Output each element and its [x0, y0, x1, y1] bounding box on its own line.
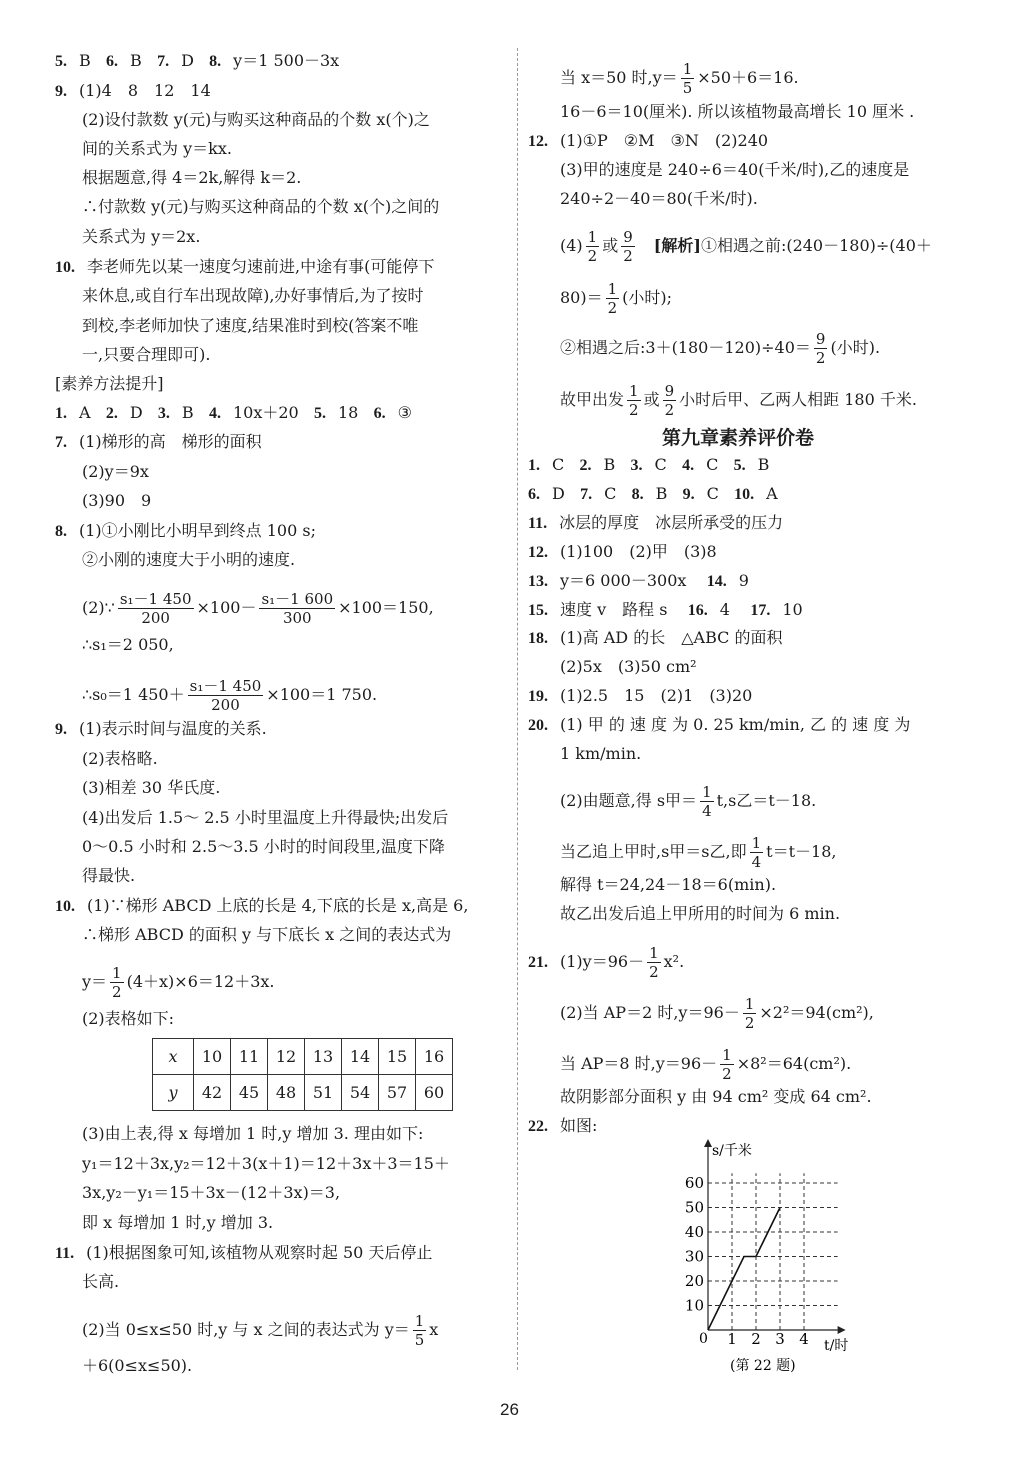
- answer-line: 1. A 2. D 3. B 4. 10x＋20 5. 18 6. ③: [55, 403, 412, 422]
- answer-line: y₁＝12＋3x,y₂＝12＋3(x＋1)＝12＋3x＋3＝15＋: [82, 1154, 450, 1173]
- answer-line: (3)相差 30 华氏度.: [82, 778, 221, 797]
- answer-line: 10. 李老师先以某一速度匀速前进,中途有事(可能停下: [55, 257, 435, 276]
- y-tick-label: 60: [684, 1174, 704, 1192]
- answer-line: 9. (1)4 8 12 14: [55, 81, 211, 100]
- y-tick-label: 50: [684, 1198, 704, 1217]
- table-cell: 14: [342, 1039, 379, 1075]
- answer-line: (3)甲的速度是 240÷6＝40(千米/时),乙的速度是: [560, 160, 910, 179]
- formula-line: (4) $\frac{1}{2}$ 或 $\frac{9}{2}$ [解析]①相遇之前:(240－180)÷(40＋: [560, 228, 932, 265]
- column-divider: [517, 48, 518, 1370]
- answer-line: ∴付款数 y(元)与购买这种商品的个数 x(个)之间的: [82, 197, 440, 216]
- formula-line: 80)＝ $\frac{1}{2}$ (小时);: [560, 280, 673, 317]
- answer-line: 19. (1)2.5 15 (2)1 (3)20: [528, 686, 753, 705]
- formula-line: (2)由题意,得 s甲＝ $\frac{1}{4}$ t,s乙＝t－18.: [560, 783, 817, 820]
- y-tick-label: 40: [684, 1223, 704, 1241]
- answer-line: (2)5x (3)50 cm²: [560, 657, 697, 676]
- answer-line: 240÷2－40＝80(千米/时).: [560, 189, 758, 208]
- answer-line: 来休息,或自行车出现故障),办好事情后,为了按时: [82, 286, 424, 305]
- answer-line: 10. (1)∵梯形 ABCD 上底的长是 4,下底的长是 x,高是 6,: [55, 896, 469, 915]
- answer-line: 解得 t＝24,24－18＝6(min).: [560, 875, 777, 894]
- table-cell: 12: [268, 1039, 305, 1075]
- formula-line: 当 x＝50 时,y＝ $\frac{1}{5}$ ×50＋6＝16.: [560, 60, 799, 97]
- section-heading: [素养方法提升]: [55, 374, 164, 393]
- answer-line: 16－6＝10(厘米). 所以该植物最高增长 10 厘米 .: [560, 102, 915, 121]
- answer-line: 12. (1)100 (2)甲 (3)8: [528, 542, 717, 561]
- graph-grid: [708, 1173, 838, 1330]
- table-cell: 54: [342, 1075, 379, 1111]
- answer-line: 5. B 6. B 7. D 8. y＝1 500－3x: [55, 51, 340, 70]
- answer-line: 11. (1)根据图象可知,该植物从观察时起 50 天后停止: [55, 1243, 433, 1262]
- answer-line: (3)90 9: [82, 491, 152, 510]
- table-row: [153, 1075, 453, 1111]
- table-cell: 48: [268, 1075, 305, 1111]
- answer-line: 即 x 每增加 1 时,y 增加 3.: [82, 1213, 274, 1232]
- formula-line: 21. (1)y＝96－ $\frac{1}{2}$ x².: [528, 944, 685, 981]
- table-cell: 15: [379, 1039, 416, 1075]
- answer-line: (3)由上表,得 x 每增加 1 时,y 增加 3. 理由如下:: [82, 1124, 424, 1143]
- answer-line: 1. C 2. B 3. C 4. C 5. B: [528, 455, 770, 474]
- page-number: 26: [500, 1400, 519, 1419]
- answer-line: 13. y＝6 000－300x 14. 9: [528, 571, 749, 590]
- figure-caption: (第 22 题): [730, 1358, 796, 1374]
- table-cell: 11: [231, 1039, 268, 1075]
- answer-line: 1 km/min.: [560, 744, 642, 763]
- x-tick-label: 3: [775, 1330, 785, 1348]
- answer-line: 间的关系式为 y＝kx.: [82, 139, 232, 158]
- table-header-y: y: [153, 1075, 194, 1111]
- distance-time-graph: [684, 1135, 870, 1380]
- table-cell: 57: [379, 1075, 416, 1111]
- answer-line: (2)设付款数 y(元)与购买这种商品的个数 x(个)之: [82, 110, 430, 129]
- answer-line: 3x,y₂－y₁＝15＋3x－(12＋3x)＝3,: [82, 1183, 341, 1202]
- answer-line: 22. 如图:: [528, 1116, 598, 1135]
- table-cell: 13: [305, 1039, 342, 1075]
- section-title: 第九章素养评价卷: [662, 427, 815, 449]
- answer-line: 9. (1)表示时间与温度的关系.: [55, 719, 267, 738]
- graph-series: [708, 1208, 780, 1331]
- graph-axes: [704, 1139, 846, 1334]
- table-header-x: x: [153, 1039, 194, 1075]
- answer-line: 关系式为 y＝2x.: [82, 227, 201, 246]
- answer-line: 得最快.: [82, 866, 136, 885]
- formula-line: 故甲出发 $\frac{1}{2}$ 或 $\frac{9}{2}$ 小时后甲、乙两人相距 180 千米.: [560, 382, 917, 419]
- table-cell: 60: [416, 1075, 453, 1111]
- table-cell: 10: [194, 1039, 231, 1075]
- graph-ticks: [685, 1174, 809, 1348]
- answer-line: ②小刚的速度大于小明的速度.: [82, 550, 296, 569]
- x-tick-label: 1: [727, 1330, 737, 1348]
- answer-line: 到校,李老师加快了速度,结果准时到校(答案不唯: [82, 316, 419, 335]
- series-line: [708, 1208, 780, 1331]
- formula-line: (2)当 0≤x≤50 时,y 与 x 之间的表达式为 y＝ $\frac{1}{5}$ x: [82, 1312, 439, 1349]
- answer-line: 故乙出发后追上甲所用的时间为 6 min.: [560, 904, 841, 923]
- answer-line: 12. (1)①P ②M ③N (2)240: [528, 131, 769, 150]
- formula-line: ②相遇之后:3＋(180－120)÷40＝ $\frac{9}{2}$ (小时).: [560, 330, 881, 367]
- y-tick-label: 30: [684, 1247, 704, 1266]
- formula-line: 当 AP＝8 时,y＝96－ $\frac{1}{2}$ ×8²＝64(cm²).: [560, 1046, 852, 1083]
- answer-line: 6. D 7. C 8. B 9. C 10. A: [528, 484, 778, 503]
- formula-line: y＝ $\frac{1}{2}$ (4＋x)×6＝12＋3x.: [82, 964, 275, 1001]
- x-tick-label: 2: [751, 1330, 761, 1348]
- answer-line: 根据题意,得 4＝2k,解得 k＝2.: [82, 168, 302, 187]
- answer-line: ∴s₁＝2 050,: [82, 635, 174, 654]
- y-tick-label: 20: [684, 1272, 704, 1290]
- table-row: [153, 1039, 453, 1075]
- y-tick-label: 10: [684, 1296, 704, 1315]
- answer-line: 15. 速度 v 路程 s 16. 4 17. 10: [528, 600, 803, 619]
- value-table: [152, 1038, 453, 1111]
- formula-line: 当乙追上甲时,s甲＝s乙,即 $\frac{1}{4}$ t＝t－18,: [560, 834, 837, 871]
- formula-line: ∴s₀＝1 450＋ $\frac{\text{s₁－1 450}}{200}$ ×100＝1 750.: [82, 677, 378, 714]
- answer-line: (2)表格如下:: [82, 1009, 175, 1028]
- answer-line: 20. (1) 甲 的 速 度 为 0. 25 km/min, 乙 的 速 度 为: [528, 715, 911, 734]
- answer-line: 0～0.5 小时和 2.5～3.5 小时的时间段里,温度下降: [82, 837, 445, 856]
- x-tick-label: 4: [799, 1330, 809, 1348]
- table-cell: 51: [305, 1075, 342, 1111]
- formula-line: (2)∵ $\frac{\text{s₁－1 450}}{200}$ ×100－ $\frac{\text{s₁－1 600}}{300}$ ×100＝150,: [82, 590, 434, 627]
- answer-line: ∴梯形 ABCD 的面积 y 与下底长 x 之间的表达式为: [82, 925, 452, 944]
- y-axis-arrow-icon: [704, 1139, 712, 1147]
- answer-line: (4)出发后 1.5～ 2.5 小时里温度上升得最快;出发后: [82, 808, 449, 827]
- answer-line: (2)y＝9x: [82, 462, 149, 481]
- formula-line: (2)当 AP＝2 时,y＝96－ $\frac{1}{2}$ ×2²＝94(cm²),: [560, 995, 874, 1032]
- table-cell: 45: [231, 1075, 268, 1111]
- answer-line: 8. (1)①小刚比小明早到终点 100 s;: [55, 521, 316, 540]
- answer-line: ＋6(0≤x≤50).: [82, 1356, 193, 1375]
- answer-line: 7. (1)梯形的高 梯形的面积: [55, 432, 262, 451]
- answer-line: (2)表格略.: [82, 749, 158, 768]
- x-axis-label: t/时: [824, 1338, 849, 1354]
- table-cell: 16: [416, 1039, 453, 1075]
- answer-line: 18. (1)高 AD 的长 △ABC 的面积: [528, 628, 783, 647]
- answer-line: 11. 冰层的厚度 冰层所承受的压力: [528, 513, 784, 532]
- answer-line: 故阴影部分面积 y 由 94 cm² 变成 64 cm².: [560, 1087, 872, 1106]
- answer-line: 长高.: [82, 1272, 120, 1291]
- table-cell: 42: [194, 1075, 231, 1111]
- origin-label: 0: [699, 1331, 708, 1347]
- x-axis-arrow-icon: [838, 1326, 846, 1334]
- y-axis-label: s/千米: [712, 1143, 752, 1159]
- answer-line: 一,只要合理即可).: [82, 345, 211, 364]
